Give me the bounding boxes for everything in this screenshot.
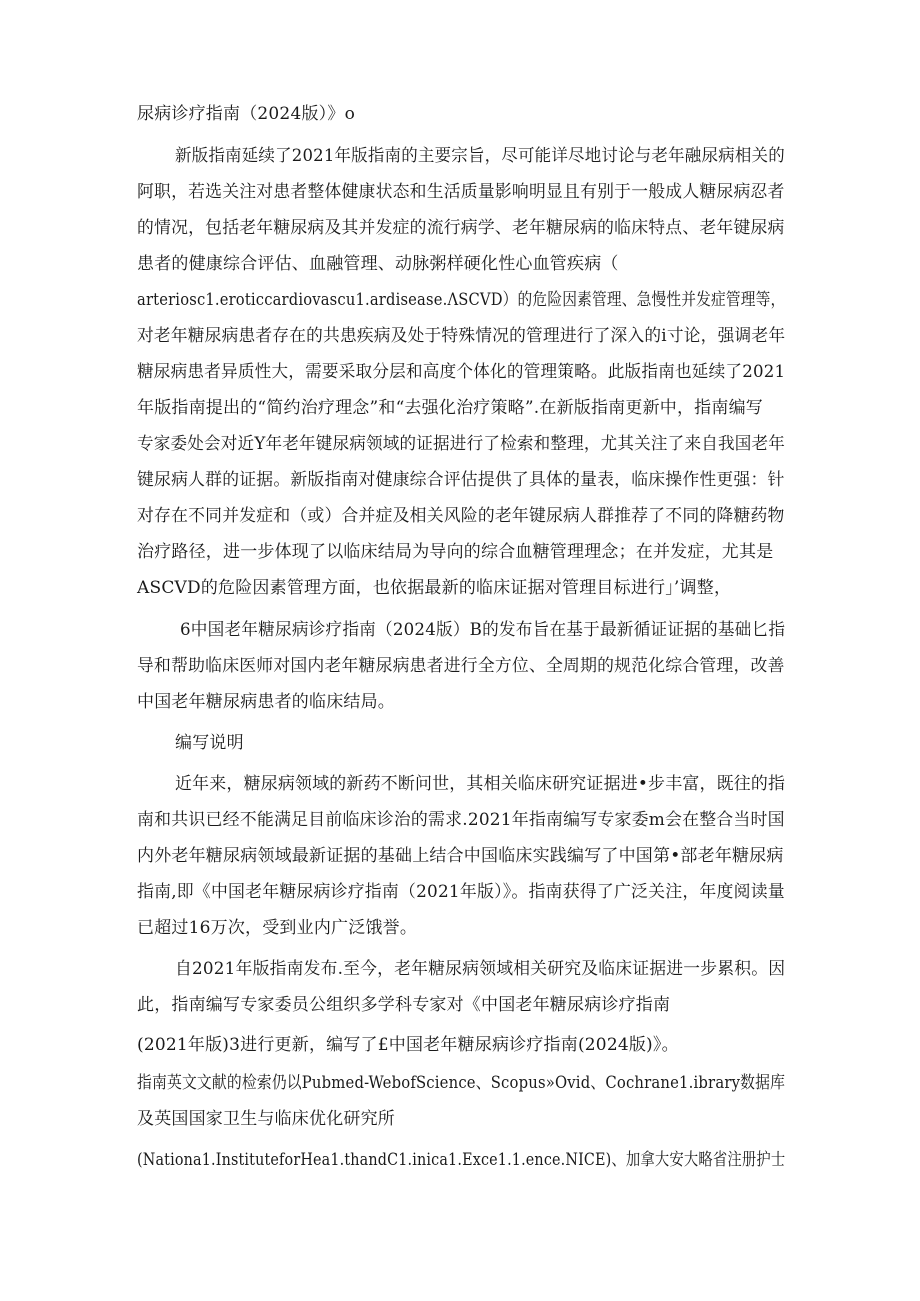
- text-line: (Nationa1.InstituteforHea1.thandC1.inica1.Exce1.1.ence.NICE)、加拿大安大略省注册护士: [137, 1150, 786, 1170]
- text-line: 患者的健康综合评估、血融管理、动脉粥样硬化性心血管疾病（: [137, 254, 619, 274]
- text-line: 已超过16万次，受到业内广泛饿誉。: [137, 918, 418, 938]
- text-line: 年版指南提出的“简约治疗理念”和“去强化治疗策略”.在新版指南更新中，指南编写: [137, 398, 763, 418]
- text-line: 专家委处会对近Y年老年键尿病领域的证据进行了检索和整理，尤其关注了来自我国老年: [137, 434, 786, 454]
- text-line: arteriosc1.eroticcardiovascu1.ardisease.ΛSCVD）的危险因素管理、急慢性并发症管理等，: [137, 290, 786, 310]
- text-line: 对存在不同并发症和（或）合并症及相关风险的老年键尿病人群推荐了不同的降糖药物: [137, 506, 785, 526]
- text-line: 治疗路径，进一步体现了以临床结局为导向的综合血糖管理理念；在并发症，尤其是: [137, 542, 774, 562]
- text-line: ASCVD的危险因素管理方面，也依据最新的临床证据对管理目标进行」’调整，: [137, 578, 732, 598]
- text-line: 尿病诊疗指南（2024版）》o: [137, 104, 355, 124]
- text-line: 对老年糖尿病患者存在的共患疾病及处于特殊情况的管理进行了深入的i寸论，强调老年: [137, 326, 786, 346]
- text-line: 阿职，若选关注对患者整体健康状态和生活质量影响明显且有别于一般成人糖尿病忍者: [137, 182, 785, 202]
- text-line: 键尿病人群的证据。新版指南对健康综合评估提供了具体的量表，临床操作性更强：针: [137, 470, 785, 490]
- text-line: 导和帮助临床医师对国内老年糖尿病患者进行全方位、全周期的规范化综合管理，改善: [137, 656, 785, 676]
- text-line: 指南英文文献的检索仍以Pubmed-WebofScience、Scopus»Ovid、Cochrane1.ibrary数据库: [137, 1073, 786, 1093]
- section-heading: 编写说明: [175, 733, 244, 753]
- text-line: 指南,即《中国老年糖尿病诊疗指南（2021年版）》。指南获得了广泛关注，年度阅读量: [137, 882, 785, 902]
- paragraph-first-line: 6中国老年糖尿病诊疗指南（2024版）B的发布旨在基于最新循证证据的基础匕指: [180, 620, 786, 640]
- paragraph-first-line: 新版指南延续了2021年版指南的主要宗旨，尽可能详尽地讨论与老年融尿病相关的: [175, 146, 785, 166]
- text-line: 及英国国家卫生与临床优化研究所: [137, 1109, 395, 1129]
- text-line: 南和共识已经不能满足目前临床诊治的需求.2021年指南编写专家委m会在整合当时国: [137, 810, 785, 830]
- text-line: 糖尿病患者异质性大，需要采取分层和高度个体化的管理策略。此版指南也延续了2021: [137, 362, 786, 382]
- text-line: 内外老年糖尿病领域最新证据的基础上结合中国临床实践编写了中国第•部老年糖尿病: [137, 846, 784, 866]
- paragraph-first-line: 近年来，糖尿病领域的新药不断问世，其相关临床研究证据进•步丰富，既往的指: [175, 774, 786, 794]
- text-line: 的情况，包括老年糖尿病及其并发症的流行病学、老年糖尿病的临床特点、老年键尿病: [137, 218, 785, 238]
- text-line: (2021年版)3进行更新，编写了£中国老年糖尿病诊疗指南(2024版)》。: [137, 1035, 679, 1055]
- paragraph-first-line: 自2021年版指南发布.至今，老年糖尿病领域相关研究及临床证据进一步累积。因: [175, 959, 786, 979]
- text-line: 中国老年糖尿病患者的临床结局。: [137, 692, 395, 712]
- text-line: 此，指南编写专家委员公组织多学科专家对《中国老年糖尿病诊疗指南: [137, 995, 671, 1015]
